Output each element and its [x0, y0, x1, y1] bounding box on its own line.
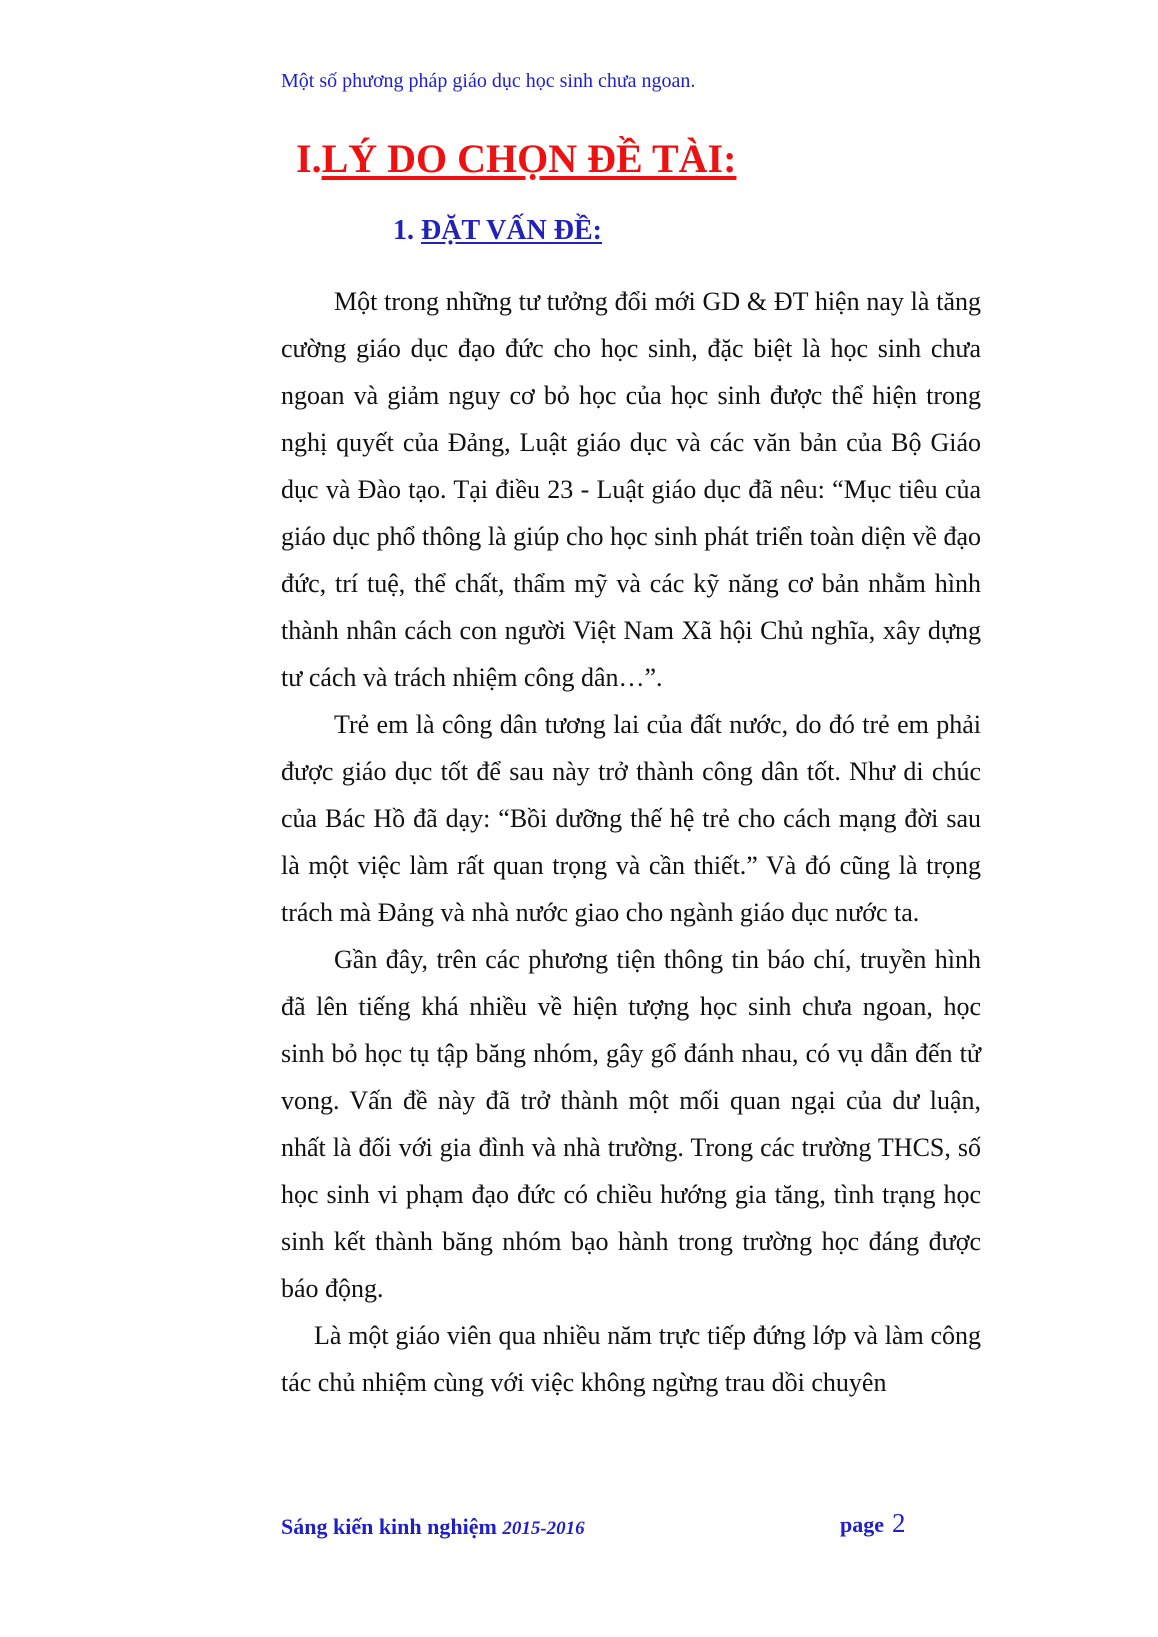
running-header: Một số phương pháp giáo dục học sinh chưa ngoan.: [281, 70, 696, 92]
footer-title-text: Sáng kiến kinh nghiệm: [281, 1514, 497, 1539]
body-text: [281, 278, 981, 1406]
footer-year: 2015-2016: [502, 1518, 585, 1539]
page-indicator: [840, 1508, 906, 1539]
section-title: LÝ DO CHỌN ĐỀ TÀI:: [321, 136, 737, 181]
paragraph: Trẻ em là công dân tương lai của đất nước, do đó trẻ em phải được giáo dục tốt để sau này trở thành công dân tốt. Như di chúc của Bác Hồ đã dạy: “Bồi dưỡng thế hệ trẻ cho cách mạng đời sau là một việc làm rất quan trọng và cần thiết.” Và đó cũng là trọng trách mà Đảng và nhà nước giao cho ngành giáo dục nước ta.: [281, 710, 981, 927]
subsection-number: 1.: [393, 215, 414, 246]
paragraph: Là một giáo viên qua nhiều năm trực tiếp đứng lớp và làm công tác chủ nhiệm cùng với việc không ngừng trau dồi chuyên: [281, 1321, 981, 1397]
subsection-heading: [393, 215, 602, 247]
page-label: page: [840, 1512, 884, 1537]
paragraph: Một trong những tư tưởng đổi mới GD & ĐT hiện nay là tăng cường giáo dục đạo đức cho học sinh, đặc biệt là học sinh chưa ngoan và giảm nguy cơ bỏ học của học sinh được thể hiện trong nghị quyết của Đảng, Luật giáo dục và các văn bản của Bộ Giáo dục và Đào tạo. Tại điều 23 - Luật giáo dục đã nêu: “Mục tiêu của giáo dục phổ thông là giúp cho học sinh phát triển toàn diện về đạo đức, trí tuệ, thể chất, thẩm mỹ và các kỹ năng cơ bản nhằm hình thành nhân cách con người Việt Nam Xã hội Chủ nghĩa, xây dựng tư cách và trách nhiệm công dân…”.: [281, 287, 981, 692]
footer-title: [281, 1514, 585, 1540]
page-number: 2: [892, 1508, 906, 1538]
paragraph: Gần đây, trên các phương tiện thông tin báo chí, truyền hình đã lên tiếng khá nhiều về hiện tượng học sinh chưa ngoan, học sinh bỏ học tụ tập băng nhóm, gây gổ đánh nhau, có vụ dẫn đến tử vong. Vấn đề này đã trở thành một mối quan ngại của dư luận, nhất là đối với gia đình và nhà trường. Trong các trường THCS, số học sinh vi phạm đạo đức có chiều hướng gia tăng, tình trạng học sinh kết thành băng nhóm bạo hành trong trường học đáng được báo động.: [281, 945, 981, 1303]
section-heading: [296, 135, 736, 182]
section-number: I.: [296, 136, 322, 181]
subsection-title: ĐẶT VẤN ĐỀ:: [421, 215, 602, 246]
